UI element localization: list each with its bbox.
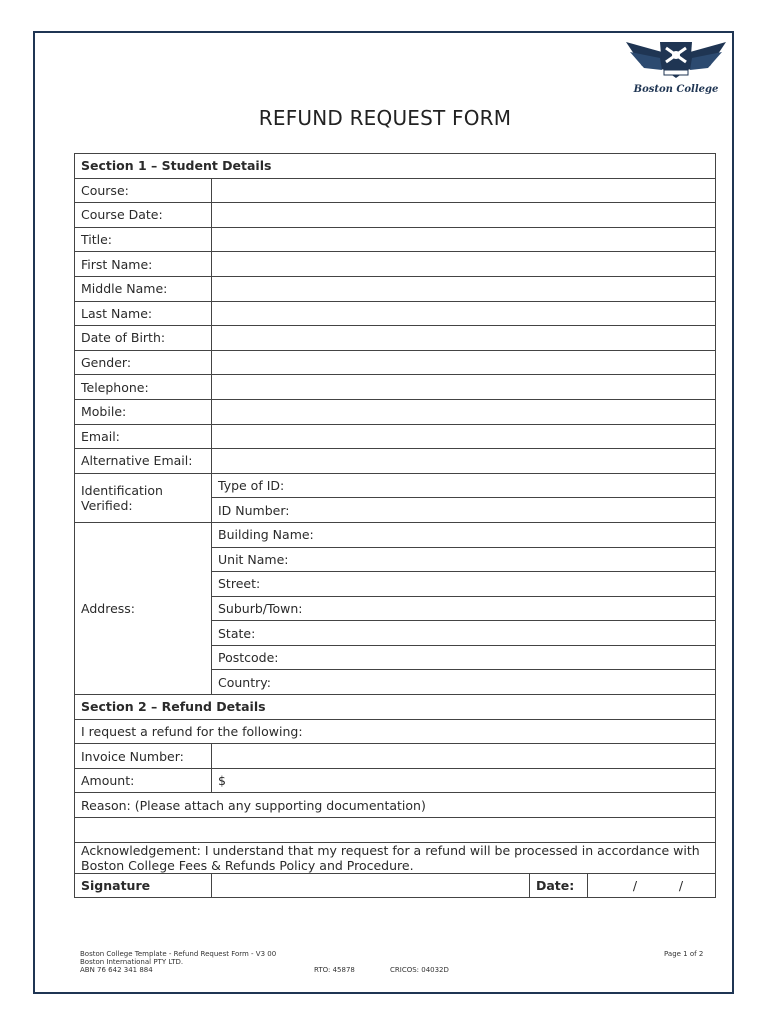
reason-input[interactable] [75, 818, 716, 843]
address-label: Address: [75, 522, 212, 694]
acknowledgement-row [75, 842, 716, 873]
footer-rto: RTO: 45878 [314, 966, 355, 974]
address-subfield[interactable]: Country: [212, 670, 716, 695]
request-row [75, 719, 716, 744]
field-label: Course: [75, 178, 212, 203]
footer-left [80, 950, 276, 974]
address-subfield[interactable]: Unit Name: [212, 547, 716, 572]
student-field-row [75, 227, 716, 252]
footer-company-line: Boston International PTY LTD. [80, 958, 184, 966]
identification-row [75, 473, 716, 498]
student-field-row [75, 252, 716, 277]
date-input[interactable] [588, 873, 716, 898]
student-field-row [75, 301, 716, 326]
student-field-row [75, 178, 716, 203]
field-label: Date of Birth: [75, 326, 212, 351]
section1-header-row [75, 154, 716, 179]
identification-label: Identification Verified: [75, 473, 212, 522]
field-label: Gender: [75, 350, 212, 375]
address-subfield[interactable]: Postcode: [212, 645, 716, 670]
date-separator: / [678, 877, 684, 893]
address-subfield[interactable]: Building Name: [212, 522, 716, 547]
date-label: Date: [530, 873, 588, 898]
date-separator: / [632, 877, 638, 893]
refund-form-table [74, 153, 716, 898]
field-label: Title: [75, 227, 212, 252]
section2-heading: Section 2 – Refund Details [75, 695, 716, 720]
field-label: Alternative Email: [75, 449, 212, 474]
reason-label: Reason: (Please attach any supporting documentation) [75, 793, 716, 818]
field-label: Email: [75, 424, 212, 449]
amount-label: Amount: [75, 768, 212, 793]
signature-row [75, 873, 716, 898]
footer-abn-line: ABN 76 642 341 884 [80, 966, 153, 974]
address-subfield[interactable]: State: [212, 621, 716, 646]
field-input[interactable] [212, 326, 716, 351]
student-field-row [75, 350, 716, 375]
field-label: Mobile: [75, 399, 212, 424]
signature-input[interactable] [212, 873, 530, 898]
field-label: First Name: [75, 252, 212, 277]
footer-template-line: Boston College Template - Refund Request Form - V3 00 [80, 950, 277, 958]
acknowledgement-text: Acknowledgement: I understand that my request for a refund will be processed in accordance with Boston College Fees & Refunds Policy and Procedure. [75, 842, 716, 873]
amount-row [75, 768, 716, 793]
request-text: I request a refund for the following: [75, 719, 716, 744]
reason-input-row [75, 818, 716, 843]
field-input[interactable] [212, 227, 716, 252]
field-input[interactable] [212, 252, 716, 277]
field-input[interactable] [212, 178, 716, 203]
student-field-row [75, 399, 716, 424]
student-field-row [75, 449, 716, 474]
address-subfield[interactable]: Suburb/Town: [212, 596, 716, 621]
invoice-input[interactable] [212, 744, 716, 769]
field-input[interactable] [212, 375, 716, 400]
identification-subfield[interactable]: ID Number: [212, 498, 716, 523]
field-input[interactable] [212, 449, 716, 474]
student-field-row [75, 424, 716, 449]
address-subfield[interactable]: Street: [212, 572, 716, 597]
identification-subfield[interactable]: Type of ID: [212, 473, 716, 498]
student-field-row [75, 326, 716, 351]
field-label: Course Date: [75, 203, 212, 228]
address-row [75, 522, 716, 547]
field-input[interactable] [212, 399, 716, 424]
field-label: Middle Name: [75, 276, 212, 301]
field-input[interactable] [212, 301, 716, 326]
footer-cricos: CRICOS: 04032D [390, 966, 449, 974]
field-input[interactable] [212, 424, 716, 449]
footer-page-number: Page 1 of 2 [664, 950, 704, 958]
amount-input[interactable]: $ [212, 768, 716, 793]
field-input[interactable] [212, 203, 716, 228]
signature-label: Signature [75, 873, 212, 898]
field-input[interactable] [212, 350, 716, 375]
field-label: Telephone: [75, 375, 212, 400]
section1-heading: Section 1 – Student Details [75, 154, 716, 179]
reason-row [75, 793, 716, 818]
field-input[interactable] [212, 276, 716, 301]
student-field-row [75, 276, 716, 301]
field-label: Last Name: [75, 301, 212, 326]
invoice-row [75, 744, 716, 769]
section2-header-row [75, 695, 716, 720]
form-title: REFUND REQUEST FORM [258, 106, 512, 130]
invoice-label: Invoice Number: [75, 744, 212, 769]
logo-wordmark: Boston College [633, 84, 719, 95]
student-field-row [75, 203, 716, 228]
student-field-row [75, 375, 716, 400]
